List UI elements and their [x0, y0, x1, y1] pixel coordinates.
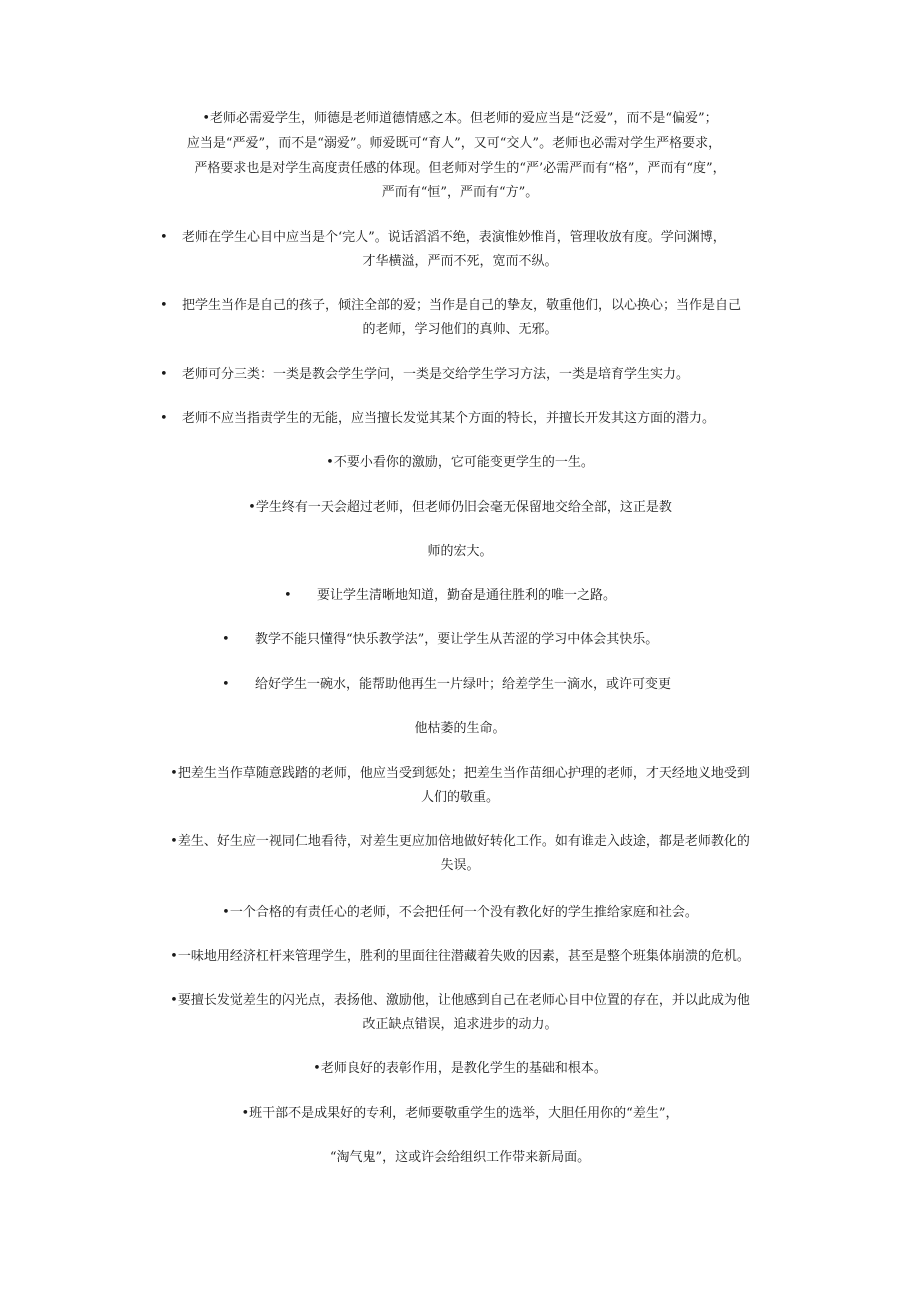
- paragraph-15-line-1: •要擅长发觉差生的闪光点，表扬他、激励他，让他感到自己在老师心目中位置的存在，并以此成为他: [170, 993, 750, 1008]
- paragraph-14-line-1: •一味地用经济杠杆来管理学生，胜利的里面往往潜藏着失败的因素，甚至是整个班集体崩溃的危机。: [170, 949, 750, 964]
- paragraph-17-line-1: •班干部不是成果好的专利，老师要敬重学生的选举，大胆任用你的“差生”，: [241, 1106, 679, 1121]
- paragraph-4-line-1: 老师可分三类：一类是教会学生学问，一类是交给学生学习方法，一类是培育学生实力。: [182, 367, 690, 382]
- paragraph-10-bullet: •: [222, 677, 230, 692]
- paragraph-4-bullet: •: [160, 367, 168, 382]
- paragraph-5-line-1: 老师不应当指责学生的无能，应当擅长发觉其某个方面的特长，并擅长开发其这方面的潜力。: [182, 411, 716, 426]
- paragraph-1-line-2: 应当是“严爱”，而不是“溺爱”。师爱既可“育人”，又可“交人”。老师也必需对学生严格要求，: [186, 136, 722, 151]
- paragraph-9-line-1: 教学不能只懂得“快乐教学法”，要让学生从苦涩的学习中体会其快乐。: [255, 632, 659, 647]
- paragraph-2-bullet: •: [160, 230, 168, 245]
- paragraph-3-line-1: 把学生当作是自己的孩子，倾注全部的爱；当作是自己的挚友，敬重他们，以心换心；当作是自己: [182, 298, 742, 313]
- paragraph-2-line-1: 老师在学生心目中应当是个‘完人”。说话滔滔不绝，表演惟妙惟肖，管理收放有度。学问渊博，: [182, 230, 726, 245]
- paragraph-11-line-2: 人们的敬重。: [420, 790, 499, 805]
- paragraph-7-line-1: •学生终有一天会超过老师，但老师仍旧会毫无保留地交给全部，这正是教: [248, 500, 672, 515]
- paragraph-7-line-2: 师的宏大。: [427, 544, 493, 559]
- paragraph-17-line-2: “淘气鬼”，这或许会给组织工作带来新局面。: [329, 1150, 591, 1165]
- paragraph-9-bullet: •: [222, 632, 230, 647]
- paragraph-3-line-2: 的老师，学习他们的真帅、无邪。: [362, 322, 558, 337]
- paragraph-10-line-2: 他枯萎的生命。: [414, 721, 506, 736]
- paragraph-3-bullet: •: [160, 298, 168, 313]
- paragraph-5-bullet: •: [160, 411, 168, 426]
- paragraph-1-line-1: •老师必需爱学生，师德是老师道德情感之本。但老师的爱应当是“泛爱”，而不是“偏爱”；: [202, 111, 718, 126]
- paragraph-15-line-2: 改正缺点错误，追求进步的动力。: [362, 1017, 558, 1032]
- paragraph-12-line-1: •差生、好生应一视同仁地看待，对差生更应加倍地做好转化工作。如有谁走入歧途，都是老师教化的: [170, 834, 750, 849]
- paragraph-16-line-1: •老师良好的表彰作用，是教化学生的基础和根本。: [313, 1061, 607, 1076]
- paragraph-2-line-2: 才华横溢，严而不死，宽而不纵。: [362, 254, 558, 269]
- paragraph-1-line-4: 严而有“恒”，严而有“方”。: [381, 185, 539, 200]
- paragraph-1-line-3: 严格要求也是对学生高度责任感的体现。但老师对学生的“严’必需严而有“格”，严而有“度”，: [194, 161, 726, 176]
- paragraph-11-line-1: •把差生当作草随意践踏的老师，他应当受到惩处；把差生当作苗细心护理的老师，才天经地义地受到: [170, 766, 750, 781]
- paragraph-13-line-1: •一个合格的有责任心的老师，不会把任何一个没有教化好的学生推给家庭和社会。: [222, 905, 698, 920]
- paragraph-12-line-2: 失误。: [440, 858, 480, 873]
- paragraph-10-line-1: 给好学生一碗水，能帮助他再生一片绿叶；给差学生一滴水，或许可变更: [255, 677, 672, 692]
- paragraph-8-bullet: •: [284, 588, 292, 603]
- paragraph-6-line-1: •不要小看你的激励，它可能变更学生的一生。: [326, 455, 594, 470]
- paragraph-8-line-1: 要让学生清晰地知道，勤奋是通往胜利的唯一之路。: [317, 588, 617, 603]
